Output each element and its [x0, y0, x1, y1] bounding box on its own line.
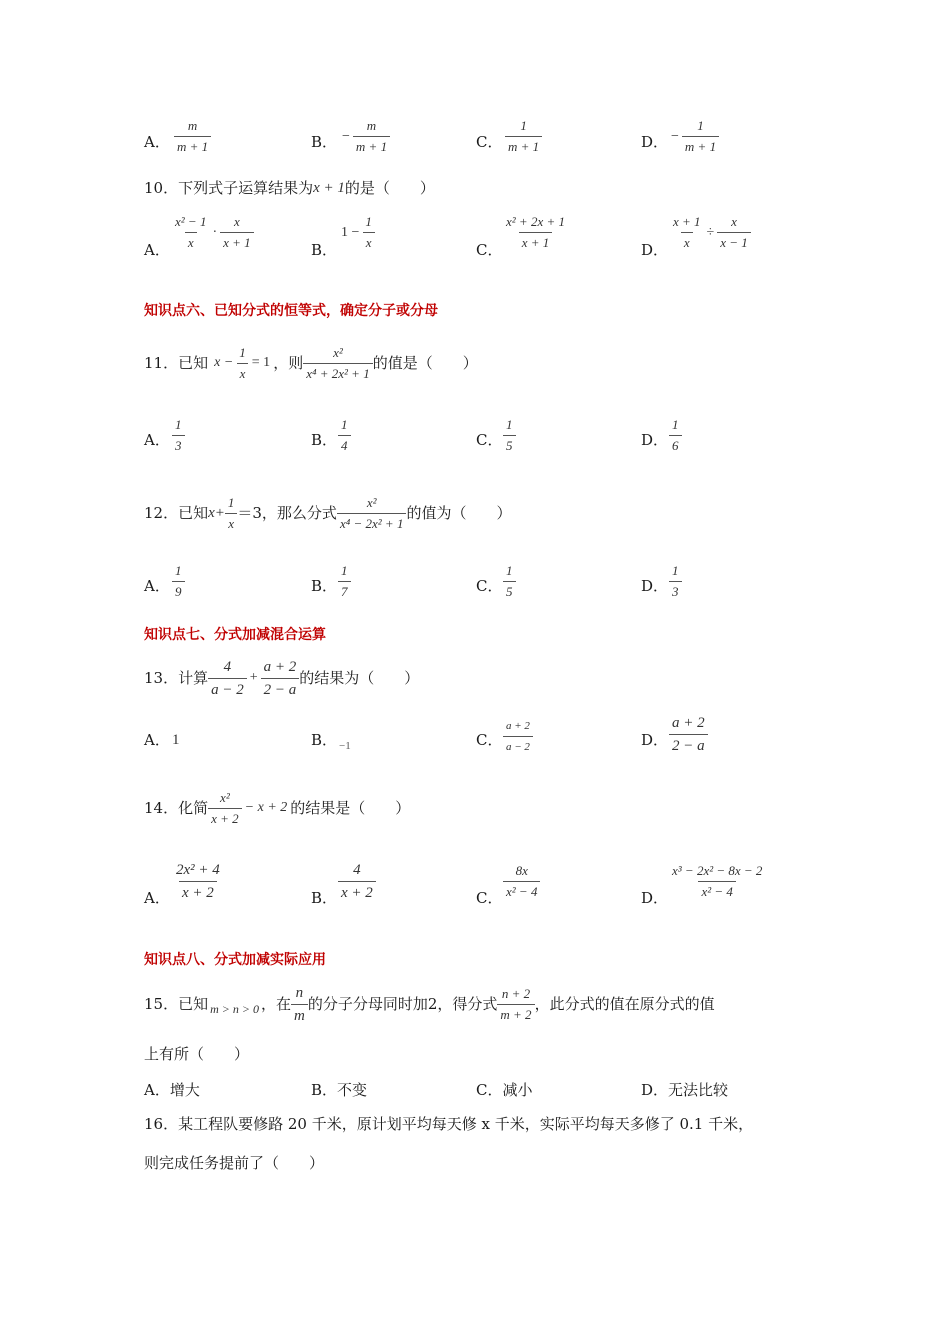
q14-stem: 14． 化简 $\frac{\text{x²}}{x + 2}$ − x + 2 的结果是（ ） — [144, 789, 411, 826]
q11-stem: 11． 已知 x − $\frac{1}{x}$ = 1 ，则 $\frac{\text{x²}}{\text{x⁴ + 2x² + 1}}$ 的值是（ ） — [144, 344, 478, 381]
fraction: $\frac{n}{m}$ — [291, 984, 308, 1025]
q14-option-b-value — [338, 861, 376, 902]
fraction: $\frac{\text{x²}}{x + 2}$ — [208, 790, 242, 827]
q14-option-a-value — [173, 861, 223, 902]
fraction: $\frac{\text{2x² + 4}}{x + 2}$ — [176, 862, 220, 901]
fraction: $\frac{1}{5}$ — [503, 417, 516, 454]
q12-option-b-value — [338, 563, 351, 600]
q12-option-a-label: A． — [144, 577, 170, 595]
q12-option-d-value — [669, 563, 682, 600]
q9-option-c-label: C． — [476, 133, 503, 151]
q14-option-c-value — [503, 863, 540, 900]
fraction: $\frac{1}{m + 1}$ — [682, 118, 719, 155]
q10-option-c-label: C． — [476, 241, 503, 259]
fraction: $\frac{x}{x + 1}$ — [220, 214, 254, 251]
fraction: $\frac{\text{x²}}{\text{x⁴ − 2x² + 1}}$ — [337, 495, 407, 532]
fraction: $\frac{a + 2}{a - 2}$ — [503, 718, 533, 755]
fraction: $\frac{1}{m + 1}$ — [505, 118, 542, 155]
q12-stem: 12． 已知 x+ $\frac{1}{x}$ ＝3，那么分式 $\frac{\text{x²}}{\text{x⁴ − 2x² + 1}}$ 的值为（ ） — [144, 494, 512, 531]
q15-option-a: A．增大 — [144, 1081, 200, 1099]
fraction: $\frac{1}{7}$ — [338, 563, 351, 600]
q16-stem-line2: 则完成任务提前了（ ） — [144, 1154, 325, 1172]
fraction: $\frac{1}{9}$ — [172, 563, 185, 600]
section-heading-6: 知识点六、已知分式的恒等式，确定分子或分母 — [144, 303, 438, 319]
q14-option-b-label: B． — [311, 889, 338, 907]
q11-option-d-value — [669, 417, 682, 454]
fraction: $\frac{\text{x² + 2x + 1}}{x + 1}$ — [506, 214, 565, 250]
q11-option-b-value — [338, 417, 351, 454]
q13-option-a-value: 1 — [172, 732, 180, 748]
q11-option-a-label: A． — [144, 431, 170, 449]
fraction: $\frac{x}{x - 1}$ — [717, 214, 751, 251]
fraction: $\frac{\text{x²}}{\text{x⁴ + 2x² + 1}}$ — [303, 345, 373, 382]
fraction: $\frac{1}{6}$ — [669, 417, 682, 454]
q10-option-b-label: B． — [311, 241, 338, 259]
fraction: $\frac{4}{a - 2}$ — [208, 658, 247, 699]
fraction: $\frac{n + 2}{m + 2}$ — [497, 986, 534, 1023]
q15-option-b: B．不变 — [311, 1081, 368, 1099]
q9-option-a-value — [174, 118, 211, 155]
q14-option-d-label: D． — [641, 889, 669, 907]
q10-option-a-label: A． — [144, 241, 170, 259]
q12-option-c-label: C． — [476, 577, 503, 595]
q11-option-b-label: B． — [311, 431, 338, 449]
fraction: $\frac{x + 1}{x}$ — [673, 214, 701, 250]
section-heading-7: 知识点七、分式加减混合运算 — [144, 627, 326, 643]
q13-option-a-label: A． — [144, 731, 170, 749]
q10-option-b-value: 1 − $\frac{1}{x}$ — [338, 214, 375, 251]
q9-option-d-label: D． — [641, 133, 669, 151]
fraction: $\frac{\text{x³ − 2x² − 8x − 2}}{\text{x² − 4}}$ — [672, 863, 763, 899]
fraction: $\frac{a + 2}{2 - a}$ — [261, 658, 300, 699]
q10-option-d-value: $\frac{x + 1}{x}$ ÷ $\frac{x}{x - 1}$ — [670, 214, 751, 251]
fraction: $\frac{\text{x² − 1}}{x}$ — [175, 214, 207, 250]
q16-stem: 16． 某工程队要修路 20 千米，原计划平均每天修 x 千米，实际平均每天多修了 0.1 千米， — [144, 1115, 754, 1133]
q14-option-c-label: C． — [476, 889, 503, 907]
section-heading-8: 知识点八、分式加减实际应用 — [144, 952, 326, 968]
fraction: $\frac{1}{4}$ — [338, 417, 351, 454]
q13-option-b-label: B． — [311, 731, 338, 749]
q14-option-d-value — [669, 863, 765, 900]
q15-stem-line2: 上有所（ ） — [144, 1045, 250, 1063]
q12-option-a-value — [172, 563, 185, 600]
fraction: $\frac{1}{5}$ — [503, 563, 516, 600]
fraction: $\frac{1}{3}$ — [172, 417, 185, 454]
q15-option-d: D．无法比较 — [641, 1081, 729, 1099]
q10-option-a-value: $\frac{\text{x² − 1}}{x}$ · $\frac{x}{x + 1}$ — [172, 214, 254, 251]
q9-option-d-value: − $\frac{1}{m + 1}$ — [668, 118, 719, 155]
q13-option-d-label: D． — [641, 731, 669, 749]
q10-option-d-label: D． — [641, 241, 669, 259]
q9-option-c-value — [505, 118, 542, 155]
q12-option-b-label: B． — [311, 577, 338, 595]
q10-option-c-value — [503, 214, 568, 251]
fraction: $\frac{1}{x}$ — [236, 345, 249, 382]
q13-option-c-value — [503, 718, 533, 755]
q9-option-b-value: − $\frac{m}{m + 1}$ — [339, 118, 390, 155]
q9-option-a-label: A． — [144, 133, 170, 151]
q15-stem: 15． 已知 m > n > 0 ，在 $\frac{n}{m}$ 的分子分母同时加2，得分式 $\frac{n + 2}{m + 2}$ ，此分式的值在原分式的值 — [144, 984, 715, 1024]
fraction: $\frac{m}{m + 1}$ — [174, 118, 211, 155]
fraction: $\frac{4}{x + 2}$ — [338, 861, 376, 902]
q11-option-c-label: C． — [476, 431, 503, 449]
q13-stem: 13． 计算 $\frac{4}{a - 2}$ + $\frac{a + 2}{2 - a}$ 的结果为（ ） — [144, 658, 420, 698]
q15-option-c: C．减小 — [476, 1081, 533, 1099]
q13-option-d-value — [669, 714, 708, 755]
q10-stem: 10． 下列式子运算结果为 x + 1 的是（ ） — [144, 179, 435, 197]
fraction: $\frac{1}{x}$ — [362, 214, 375, 251]
q14-option-a-label: A． — [144, 889, 170, 907]
q11-option-c-value — [503, 417, 516, 454]
q13-option-b-value: −1 — [339, 740, 351, 752]
q11-option-d-label: D． — [641, 431, 669, 449]
fraction: $\frac{1}{x}$ — [225, 495, 238, 532]
q12-option-d-label: D． — [641, 577, 669, 595]
fraction: $\frac{a + 2}{2 - a}$ — [669, 714, 708, 755]
fraction: $\frac{1}{3}$ — [669, 563, 682, 600]
q12-option-c-value — [503, 563, 516, 600]
q11-option-a-value — [172, 417, 185, 454]
q13-option-c-label: C． — [476, 731, 503, 749]
q9-option-b-label: B． — [311, 133, 338, 151]
fraction: $\frac{m}{m + 1}$ — [353, 118, 390, 155]
fraction: $\frac{8x}{\text{x² − 4}}$ — [503, 863, 540, 900]
